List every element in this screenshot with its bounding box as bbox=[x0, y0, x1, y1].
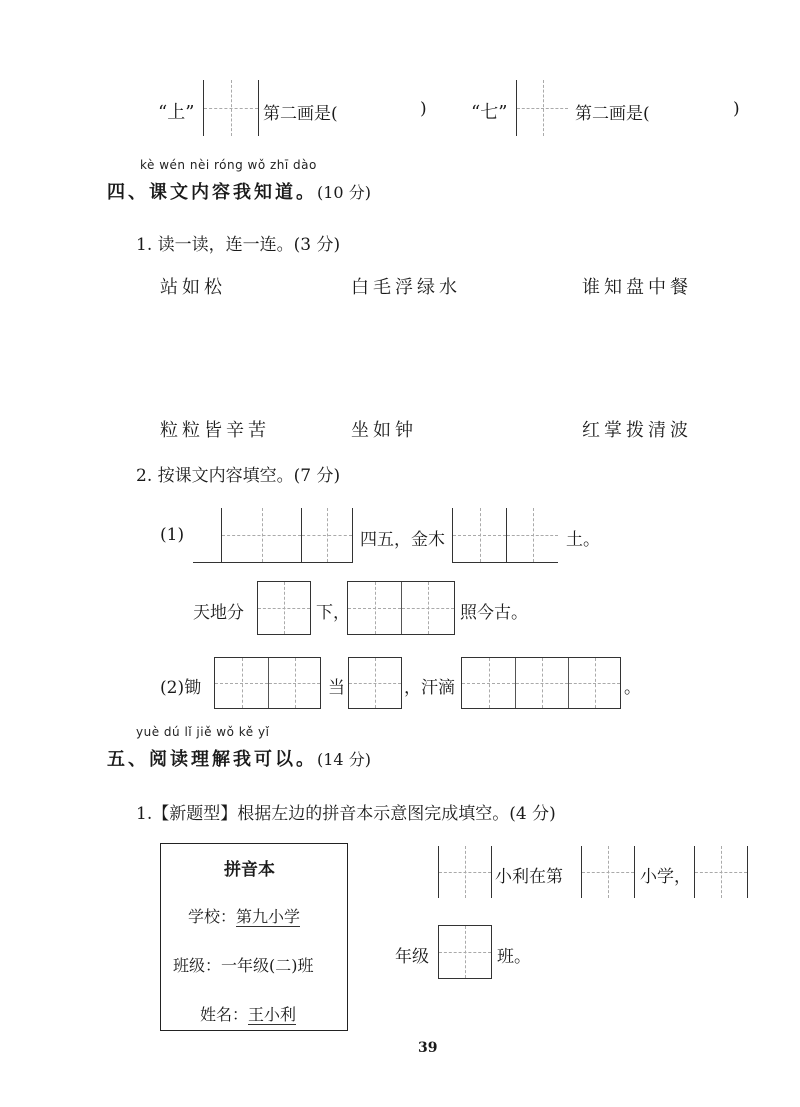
char-shang: “上” bbox=[158, 102, 195, 123]
notebook-name-label: 姓名： bbox=[200, 1005, 249, 1024]
s5-grid-b[interactable] bbox=[581, 846, 635, 898]
fill2-mid: 下， bbox=[316, 603, 350, 623]
match-bottom-2[interactable]: 坐如钟 bbox=[351, 420, 417, 441]
s5-fill-mid: 小利在第 bbox=[495, 867, 563, 887]
match-top-2[interactable]: 白毛浮绿水 bbox=[351, 277, 461, 298]
section4-pinyin: kè wén nèi róng wǒ zhī dào bbox=[140, 158, 317, 172]
fill3-start: (2)锄 bbox=[160, 678, 202, 698]
match-top-1[interactable]: 站如松 bbox=[160, 277, 226, 298]
section4-score: (10 分) bbox=[317, 183, 371, 202]
fill1-baseline-a bbox=[193, 562, 353, 563]
fill1-grid-b[interactable] bbox=[452, 508, 558, 562]
paren-close-1: ) bbox=[420, 99, 427, 119]
section5-title: 五、阅读理解我可以。 bbox=[107, 749, 317, 770]
section5-score: (14 分) bbox=[317, 750, 371, 769]
fill1-mid: 四五，金木 bbox=[360, 530, 445, 550]
s4-q2-label: 2. 按课文内容填空。(7 分) bbox=[136, 466, 341, 486]
fill2-end: 照今古。 bbox=[460, 603, 528, 623]
fill1-end: 土。 bbox=[566, 530, 600, 550]
section5-pinyin: yuè dú lǐ jiě wǒ kě yǐ bbox=[136, 725, 270, 739]
s4-q1-label: 1. 读一读，连一连。(3 分) bbox=[136, 235, 341, 255]
fill3-mid: 当 bbox=[328, 678, 345, 698]
s5-fill-line2-end: 班。 bbox=[497, 947, 531, 967]
fill2-grid-b[interactable] bbox=[347, 581, 455, 635]
section4-heading bbox=[107, 178, 371, 204]
notebook-school-value: 第九小学 bbox=[236, 907, 301, 926]
fill3-grid-c[interactable] bbox=[461, 657, 621, 709]
stroke-grid-qi bbox=[516, 80, 568, 136]
match-bottom-3[interactable]: 红掌拨清波 bbox=[582, 420, 692, 441]
fill3-end: 。 bbox=[624, 678, 641, 698]
s5-fill-mid2: 小学， bbox=[640, 867, 691, 887]
s5-grid-a[interactable] bbox=[438, 846, 492, 898]
notebook-school-label: 学校： bbox=[188, 907, 237, 926]
fill3-grid-a[interactable] bbox=[214, 657, 321, 709]
q-stroke-shang: 第二画是( bbox=[263, 104, 338, 124]
s5-grid-d[interactable] bbox=[438, 925, 492, 979]
match-bottom-1[interactable]: 粒粒皆辛苦 bbox=[160, 420, 270, 441]
notebook-school bbox=[188, 904, 300, 927]
fill1-grid-a[interactable] bbox=[221, 508, 353, 562]
fill2-grid-a[interactable] bbox=[257, 581, 311, 635]
s5-q1-label: 1.【新题型】根据左边的拼音本示意图完成填空。(4 分) bbox=[136, 804, 556, 824]
paren-close-2: ) bbox=[733, 99, 740, 119]
notebook-title: 拼音本 bbox=[224, 860, 275, 880]
section4-title: 四、课文内容我知道。 bbox=[107, 182, 317, 203]
page-number: 39 bbox=[418, 1040, 438, 1056]
fill1-baseline-b bbox=[452, 562, 558, 563]
s5-grid-c[interactable] bbox=[694, 846, 748, 898]
match-top-3[interactable]: 谁知盘中餐 bbox=[582, 277, 692, 298]
fill3-mid2: ，汗滴 bbox=[404, 678, 455, 698]
char-qi: “七” bbox=[471, 102, 508, 123]
fill3-grid-b[interactable] bbox=[348, 657, 402, 709]
notebook-name bbox=[200, 1002, 296, 1025]
section5-heading bbox=[107, 745, 371, 771]
fill2-start: 天地分 bbox=[193, 603, 244, 623]
stroke-grid-shang bbox=[203, 80, 259, 136]
fill1-num: (1) bbox=[160, 525, 185, 545]
q-stroke-qi: 第二画是( bbox=[575, 104, 650, 124]
notebook-class: 班级：一年级(二)班 bbox=[173, 956, 314, 975]
notebook-name-value: 王小利 bbox=[248, 1005, 297, 1024]
s5-fill-line2-start: 年级 bbox=[395, 947, 429, 967]
